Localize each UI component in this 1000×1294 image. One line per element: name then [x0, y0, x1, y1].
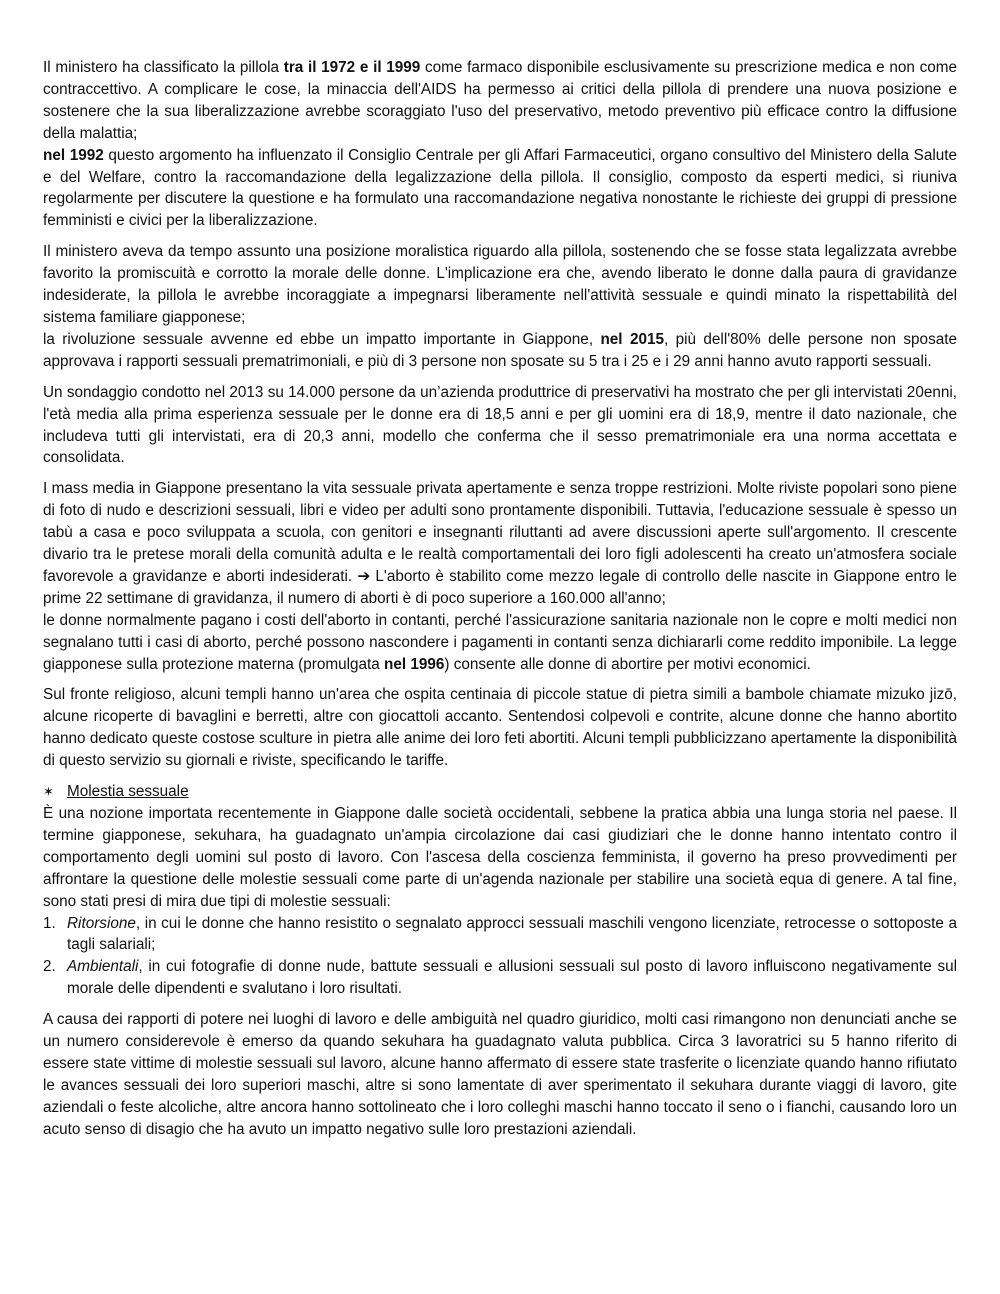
paragraph-moralistic-position: [43, 241, 957, 329]
star-bullet-icon: ✶: [43, 784, 54, 800]
list-number: 2.: [43, 958, 56, 976]
paragraph-religious-front: [43, 684, 957, 772]
text-run: ) consente alle donne di abortire per motivi economici.: [444, 655, 811, 673]
text-run: le donne normalmente pagano i costi dell'aborto in contanti, perché l'assicurazione sanitaria nazionale non le copre e molti medici non segnalano tutti i casi di aborto, perché possono nascondere i pagamenti in contanti senza dichiararli come reddito imponibile. La legge giapponese sulla protezione materna (promulgata: [43, 611, 957, 673]
text-run: la rivoluzione sessuale avvenne ed ebbe un impatto importante in Giappone,: [43, 330, 601, 348]
section-heading: [43, 781, 957, 803]
text-run: come farmaco disponibile esclusivamente su prescrizione medica e non come contraccettivo. A complicare le cose, la minaccia dell'AIDS ha permesso ai critici della pillola di prendere una nuova posizione e sostenere che la sua liberalizzazione avrebbe scoraggiato l'uso del preservativo, metodo preventivo più efficace contro la diffusione della malattia;: [43, 59, 957, 142]
list-term: Ambientali: [67, 958, 139, 976]
harassment-types-list: [43, 913, 957, 1001]
paragraph-mass-media: [43, 478, 957, 609]
list-term: Ritorsione: [67, 914, 136, 932]
text-run: , più dell'80% delle persone non sposate approvava i rapporti sessuali prematrimoniali, e più di 3 persone non sposate su 5 tra i 25 e i 29 anni hanno avuto rapporti sessuali.: [43, 330, 957, 370]
list-item: [43, 956, 957, 1000]
paragraph-pill-classification: [43, 57, 957, 145]
text-run: , in cui fotografie di donne nude, battute sessuali e allusioni sessuali sul posto di lavoro influiscono negativamente sul morale delle dipendenti e svalutano i loro risultati.: [67, 958, 957, 998]
arrow-icon: ➔: [357, 567, 371, 585]
text-run: , in cui le donne che hanno resistito o segnalato approcci sessuali maschili vengono licenziate, retrocesse o sottoposte a tagli salariali;: [67, 914, 957, 954]
text-run: Un sondaggio condotto nel 2013 su 14.000 persone da un’azienda produttrice di preservativi ha mostrato che per gli intervistati 20enni, l'età media alla prima esperienza sessuale per le donne era di 18,5 anni e per gli uomini era di 18,9, mentre il dato nazionale, che includeva tutti gli intervistati, era di 20,3 anni, modello che conferma che il sesso prematrimoniale era una norma accettata e consolidata.: [43, 383, 957, 467]
text-run: I mass media in Giappone presentano la vita sessuale privata apertamente e senza troppe restrizioni. Molte riviste popolari sono piene di foto di nudo e descrizioni sessuali, libri e video per adulti sono prontamente disponibili. Tuttavia, l'educazione sessuale è spesso un tabù a casa e poco sviluppata a scuola, con genitori e insegnanti riluttanti ad avere discussioni aperte sull'argomento. Il crescente divario tra le pretese morali della comunità adulta e le realtà comportamentali dei loro figli adolescenti ha creato un'atmosfera sociale favorevole a gravidanze e aborti indesiderati.: [43, 480, 957, 585]
list-number: 1.: [43, 914, 56, 932]
paragraph-abortion-costs: [43, 610, 957, 676]
list-item-body: [67, 913, 957, 957]
list-item: [43, 913, 957, 957]
paragraph-1992-council: [43, 145, 957, 233]
text-run: Il ministero ha classificato la pillola: [43, 59, 284, 76]
text-run: È una nozione importata recentemente in Giappone dalle società occidentali, sebbene la pratica abbia una lunga storia nel paese. Il termine giapponese, sekuhara, ha guadagnato un'ampia circolazione dai casi giudiziari che le donne hanno intentato contro il comportamento degli uomini sul posto di lavoro. Con l'ascesa della coscienza femminista, il governo ha preso provvedimenti per affrontare la questione delle molestie sessuali come parte di un'agenda nazionale per stabilire una società equa di genere. A tal fine, sono stati presi di mira due tipi di molestie sessuali:: [43, 805, 957, 910]
section-heading-title: Molestia sessuale: [67, 783, 189, 801]
paragraph-power-relations: [43, 1009, 957, 1140]
bold-date: nel 1992: [43, 146, 104, 164]
bold-date: tra il 1972 e il 1999: [283, 59, 421, 76]
text-run: Sul fronte religioso, alcuni templi hanno un'area che ospita centinaia di piccole statue di pietra simili a bambole chiamate mizuko jizō, alcune ricoperte di bavaglini e berretti, altre con giocattoli accanto. Sentendosi colpevoli e contrite, alcune donne che hanno abortito hanno dedicato queste costose sculture in pietra alle anime dei loro feti abortiti. Alcuni templi pubblicizzano apertamente la disponibilità di questo servizio su giornali e riviste, specificando le tariffe.: [43, 686, 957, 770]
bold-date: nel 2015: [600, 330, 664, 348]
bold-date: nel 1996: [384, 655, 445, 673]
text-run: questo argomento ha influenzato il Consiglio Centrale per gli Affari Farmaceutici, organo consultivo del Ministero della Salute e del Welfare, contro la raccomandazione della legalizzazione della pillola. Il consiglio, composto da esperti medici, si riuniva regolarmente per discutere la questione e ha formulato una raccomandazione negativa nonostante le richieste dei gruppi di pressione femministi e civici per la liberalizzazione.: [43, 146, 957, 230]
paragraph-survey-2013: [43, 382, 957, 470]
text-run: A causa dei rapporti di potere nei luoghi di lavoro e delle ambiguità nel quadro giuridico, molti casi rimangono non denunciati anche se un numero considerevole è emerso da quando sekuhara ha guadagnato valuta pubblica. Circa 3 lavoratrici su 5 hanno riferito di essere state vittime di molestie sessuali sul lavoro, alcune hanno affermato di essere state trasferite o licenziate quando hanno rifiutato le avances sessuali dei loro superiori maschi, altre si sono lamentate di aver sperimentato il sekuhara durante viaggi di lavoro, gite aziendali o feste alcoliche, altre ancora hanno sottolineato che i loro colleghi maschi hanno toccato il seno o i fianchi, causando loro un acuto senso di disagio che ha avuto un impatto negativo sulle loro prestazioni aziendali.: [43, 1011, 957, 1138]
text-run: Il ministero aveva da tempo assunto una posizione moralistica riguardo alla pillola, sostenendo che se fosse stata legalizzata avrebbe favorito la promiscuità e corrotto la morale delle donne. L'implicazione era che, avendo liberato le donne dalla paura di gravidanze indesiderate, la pillola le avrebbe incoraggiate a impegnarsi liberamente nell'attività sessuale e quindi minato la rispettabilità del sistema familiare giapponese;: [43, 243, 957, 326]
list-item-body: [67, 956, 957, 1000]
text-run: L'aborto è stabilito come mezzo legale di controllo delle nascite in Giappone entro le prime 22 settimane di gravidanza, il numero di aborti è di poco superiore a 160.000 all'anno;: [43, 567, 957, 607]
paragraph-sexual-revolution: [43, 329, 957, 373]
paragraph-harassment-intro: [43, 803, 957, 913]
